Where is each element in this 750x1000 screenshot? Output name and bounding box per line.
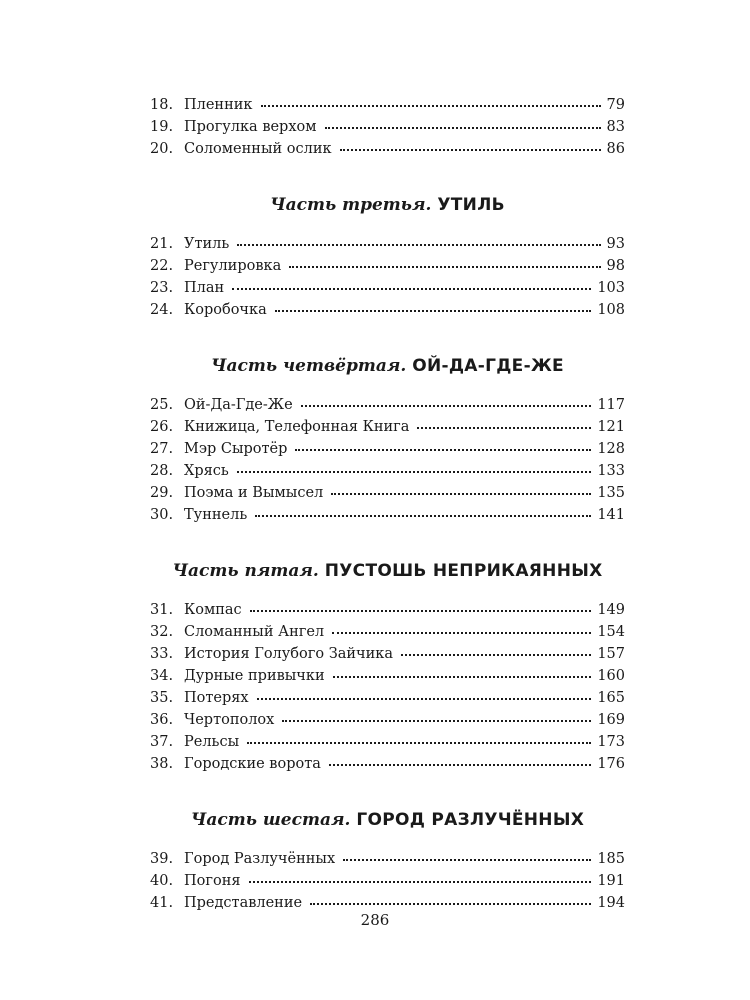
dot-leader <box>401 654 591 656</box>
entry-title: Пленник <box>184 97 253 113</box>
toc-entry[interactable] <box>150 233 625 255</box>
table-of-contents <box>150 94 625 914</box>
part-label: Часть шестая. <box>190 810 351 830</box>
entry-title: Книжица, Телефонная Книга <box>184 419 410 435</box>
part-5-entries <box>150 599 625 775</box>
entry-page: 154 <box>597 624 625 640</box>
part-heading-4 <box>150 354 625 378</box>
entry-page: 135 <box>597 485 625 501</box>
entry-number: 30. <box>150 507 174 523</box>
entry-number: 40. <box>150 873 174 889</box>
entry-number: 38. <box>150 756 174 772</box>
page-number: 286 <box>360 911 390 929</box>
toc-entry[interactable] <box>150 255 625 277</box>
dot-leader <box>289 266 600 268</box>
toc-entry[interactable] <box>150 299 625 321</box>
entry-page: 133 <box>597 463 625 479</box>
entry-page: 108 <box>597 302 625 318</box>
part-name: ПУСТОШЬ НЕПРИКАЯННЫХ <box>324 561 603 581</box>
entry-title: Компас <box>184 602 242 618</box>
dot-leader <box>340 149 601 151</box>
entry-title: Туннель <box>184 507 248 523</box>
entry-number: 29. <box>150 485 174 501</box>
entry-page: 173 <box>597 734 625 750</box>
toc-entry[interactable] <box>150 665 625 687</box>
dot-leader <box>343 859 591 861</box>
dot-leader <box>331 493 591 495</box>
dot-leader <box>255 515 591 517</box>
part-label: Часть четвёртая. <box>211 356 407 376</box>
entry-page: 160 <box>597 668 625 684</box>
entry-number: 26. <box>150 419 174 435</box>
entry-title: Хрясь <box>184 463 229 479</box>
toc-entry[interactable] <box>150 848 625 870</box>
dot-leader <box>310 903 591 905</box>
entry-title: План <box>184 280 225 296</box>
dot-leader <box>237 471 592 473</box>
entry-title: Чертополох <box>184 712 275 728</box>
toc-entry[interactable] <box>150 687 625 709</box>
dot-leader <box>295 449 591 451</box>
dot-leader <box>275 310 592 312</box>
entry-number: 37. <box>150 734 174 750</box>
entry-page: 86 <box>606 141 625 157</box>
entry-number: 33. <box>150 646 174 662</box>
entry-page: 79 <box>606 97 625 113</box>
entry-title: Утиль <box>184 236 230 252</box>
toc-entry[interactable] <box>150 94 625 116</box>
entry-number: 20. <box>150 141 174 157</box>
entry-page: 98 <box>606 258 625 274</box>
toc-entry[interactable] <box>150 394 625 416</box>
toc-entry[interactable] <box>150 482 625 504</box>
entry-number: 22. <box>150 258 174 274</box>
part-label: Часть пятая. <box>172 561 319 581</box>
entry-number: 31. <box>150 602 174 618</box>
dot-leader <box>237 244 600 246</box>
entry-title: Прогулка верхом <box>184 119 317 135</box>
dot-leader <box>325 127 601 129</box>
dot-leader <box>282 720 591 722</box>
dot-leader <box>333 676 592 678</box>
toc-entry[interactable] <box>150 277 625 299</box>
entry-title: Коробочка <box>184 302 267 318</box>
part-6-entries <box>150 848 625 914</box>
entry-page: 128 <box>597 441 625 457</box>
entry-number: 24. <box>150 302 174 318</box>
dot-leader <box>250 610 592 612</box>
entry-title: Поэма и Вымысел <box>184 485 324 501</box>
part-label: Часть третья. <box>270 195 432 215</box>
toc-entry[interactable] <box>150 438 625 460</box>
dot-leader <box>329 764 591 766</box>
toc-entry[interactable] <box>150 709 625 731</box>
entry-number: 28. <box>150 463 174 479</box>
entry-page: 191 <box>597 873 625 889</box>
entry-title: Погоня <box>184 873 241 889</box>
entry-page: 103 <box>597 280 625 296</box>
entry-title: Город Разлучённых <box>184 851 336 867</box>
intro-entries <box>150 94 625 160</box>
entry-number: 27. <box>150 441 174 457</box>
toc-entry[interactable] <box>150 731 625 753</box>
toc-entry[interactable] <box>150 643 625 665</box>
toc-entry[interactable] <box>150 753 625 775</box>
entry-page: 165 <box>597 690 625 706</box>
dot-leader <box>301 405 592 407</box>
dot-leader <box>257 698 592 700</box>
part-name: ОЙ-ДА-ГДЕ-ЖЕ <box>412 356 564 376</box>
entry-number: 32. <box>150 624 174 640</box>
toc-entry[interactable] <box>150 138 625 160</box>
entry-number: 18. <box>150 97 174 113</box>
part-heading-5 <box>150 559 625 583</box>
entry-title: Представление <box>184 895 303 911</box>
dot-leader <box>332 632 591 634</box>
part-name: УТИЛЬ <box>437 195 505 215</box>
entry-title: Потерях <box>184 690 249 706</box>
toc-entry[interactable] <box>150 416 625 438</box>
entry-title: Ой-Да-Где-Же <box>184 397 293 413</box>
toc-entry[interactable] <box>150 870 625 892</box>
entry-title: Городские ворота <box>184 756 321 772</box>
dot-leader <box>232 288 591 290</box>
dot-leader <box>417 427 591 429</box>
entry-number: 35. <box>150 690 174 706</box>
entry-page: 117 <box>597 397 625 413</box>
entry-title: История Голубого Зайчика <box>184 646 393 662</box>
part-heading-3 <box>150 193 625 217</box>
part-name: ГОРОД РАЗЛУЧЁННЫХ <box>356 810 585 830</box>
toc-entry[interactable] <box>150 460 625 482</box>
entry-title: Дурные привычки <box>184 668 325 684</box>
entry-page: 83 <box>606 119 625 135</box>
entry-number: 21. <box>150 236 174 252</box>
part-heading-6 <box>150 808 625 832</box>
entry-title: Регулировка <box>184 258 282 274</box>
entry-title: Мэр Сыротёр <box>184 441 288 457</box>
dot-leader <box>261 105 601 107</box>
toc-entry[interactable] <box>150 599 625 621</box>
entry-page: 141 <box>597 507 625 523</box>
entry-number: 41. <box>150 895 174 911</box>
dot-leader <box>247 742 591 744</box>
entry-title: Рельсы <box>184 734 240 750</box>
entry-number: 19. <box>150 119 174 135</box>
entry-page: 194 <box>597 895 625 911</box>
entry-page: 176 <box>597 756 625 772</box>
toc-entry[interactable] <box>150 504 625 526</box>
entry-page: 149 <box>597 602 625 618</box>
entry-page: 169 <box>597 712 625 728</box>
entry-number: 23. <box>150 280 174 296</box>
part-4-entries <box>150 394 625 526</box>
entry-title: Сломанный Ангел <box>184 624 325 640</box>
entry-page: 121 <box>597 419 625 435</box>
part-3-entries <box>150 233 625 321</box>
dot-leader <box>249 881 592 883</box>
entry-number: 39. <box>150 851 174 867</box>
entry-number: 25. <box>150 397 174 413</box>
toc-entry[interactable] <box>150 621 625 643</box>
entry-number: 36. <box>150 712 174 728</box>
entry-page: 93 <box>606 236 625 252</box>
entry-number: 34. <box>150 668 174 684</box>
toc-entry[interactable] <box>150 116 625 138</box>
entry-page: 157 <box>597 646 625 662</box>
entry-page: 185 <box>597 851 625 867</box>
entry-title: Соломенный ослик <box>184 141 332 157</box>
